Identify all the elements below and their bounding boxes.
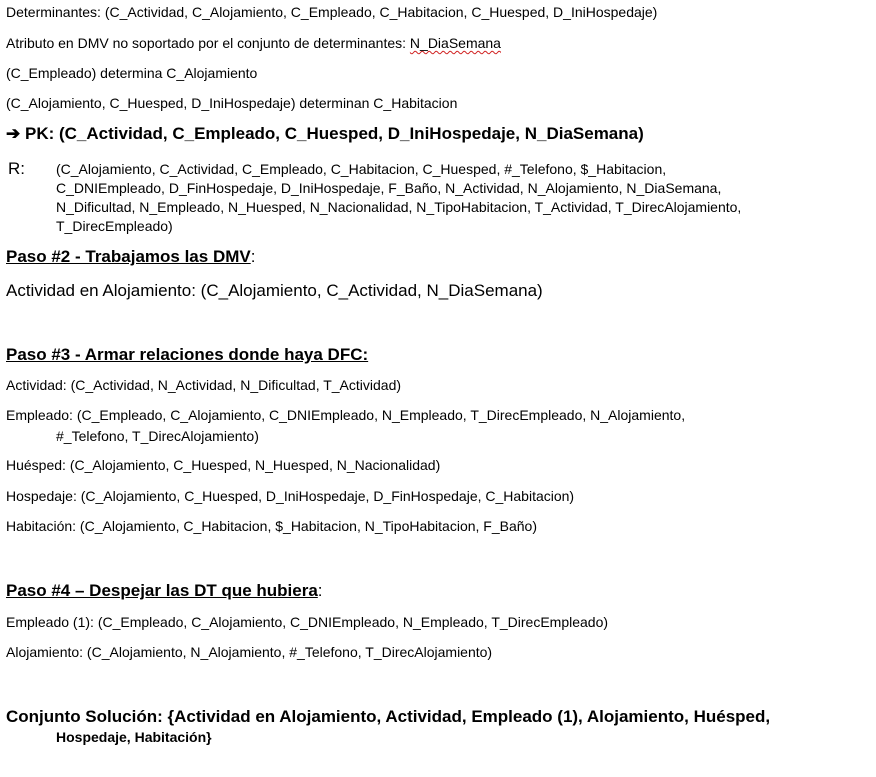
paso4-heading-line	[6, 581, 323, 601]
paso3-heading	[6, 345, 368, 365]
paso2-heading: Paso #2 - Trabajamos las DMV	[6, 247, 251, 266]
r-line-2: C_DNIEmpleado, D_FinHospedaje, D_IniHospedaje, F_Baño, N_Actividad, N_Alojamiento, N_DiaSemana,	[56, 180, 722, 196]
dependency-2: (C_Alojamiento, C_Huesped, D_IniHospedaje) determinan C_Habitacion	[6, 95, 458, 111]
r-line-1: (C_Alojamiento, C_Actividad, C_Empleado, C_Habitacion, C_Huesped, #_Telefono, $_Habitacion,	[56, 161, 667, 177]
r-attributes	[56, 160, 871, 236]
paso2-relation	[6, 281, 543, 301]
attr-no-soportado-value: N_DiaSemana	[409, 35, 501, 51]
relation-alojamiento: Alojamiento: (C_Alojamiento, N_Alojamiento, #_Telefono, T_DirecAlojamiento)	[6, 644, 493, 660]
pk-text: PK: (C_Actividad, C_Empleado, C_Huesped, D_IniHospedaje, N_DiaSemana)	[24, 124, 644, 143]
r-line-3: N_Dificultad, N_Empleado, N_Huesped, N_Nacionalidad, N_TipoHabitacion, T_Actividad, T_DirecAlojamiento,	[56, 199, 742, 215]
relation-empleado-cont: #_Telefono, T_DirecAlojamiento)	[56, 428, 259, 444]
paso2-relation-name: Actividad en Alojamiento:	[6, 281, 201, 300]
relation-empleado-1: Empleado (1): (C_Empleado, C_Alojamiento, C_DNIEmpleado, N_Empleado, T_DirecEmpleado)	[6, 614, 609, 630]
relation-empleado: Empleado: (C_Empleado, C_Alojamiento, C_DNIEmpleado, N_Empleado, T_DirecEmpleado, N_Alojamiento,	[6, 407, 686, 423]
relation-huesped: Huésped: (C_Alojamiento, C_Huesped, N_Huesped, N_Nacionalidad)	[6, 457, 441, 473]
conjunto-solucion-cont: Hospedaje, Habitación}	[56, 729, 212, 745]
paso2-colon: :	[250, 247, 256, 266]
r-line-4: T_DirecEmpleado)	[56, 218, 173, 234]
paso2-relation-attrs: (C_Alojamiento, C_Actividad, N_DiaSemana)	[200, 281, 543, 300]
paso4-heading: Paso #4 – Despejar las DT que hubiera	[6, 581, 318, 600]
paso3-heading-text: Paso #3 - Armar relaciones donde haya DFC:	[6, 345, 369, 364]
relation-hospedaje: Hospedaje: (C_Alojamiento, C_Huesped, D_IniHospedaje, D_FinHospedaje, C_Habitacion)	[6, 488, 575, 504]
attr-no-soportado-prefix: Atributo en DMV no soportado por el conjunto de determinantes:	[6, 35, 410, 51]
relation-actividad: Actividad: (C_Actividad, N_Actividad, N_Dificultad, T_Actividad)	[6, 377, 402, 393]
r-label: R:	[8, 159, 25, 178]
conjunto-solucion: Conjunto Solución: {Actividad en Alojamiento, Actividad, Empleado (1), Alojamiento, Huésped,	[6, 707, 771, 726]
determinantes-line: Determinantes: (C_Actividad, C_Alojamiento, C_Empleado, C_Habitacion, C_Huesped, D_IniHospedaje)	[6, 4, 658, 20]
dependency-1: (C_Empleado) determina C_Alojamiento	[6, 65, 258, 81]
pk-line	[6, 124, 644, 144]
arrow-icon: ➔	[6, 124, 21, 143]
relation-habitacion: Habitación: (C_Alojamiento, C_Habitacion, $_Habitacion, N_TipoHabitacion, F_Baño)	[6, 518, 537, 534]
paso2-heading-line	[6, 247, 255, 267]
paso4-colon: :	[317, 581, 323, 600]
attr-no-soportado-line	[6, 35, 501, 51]
